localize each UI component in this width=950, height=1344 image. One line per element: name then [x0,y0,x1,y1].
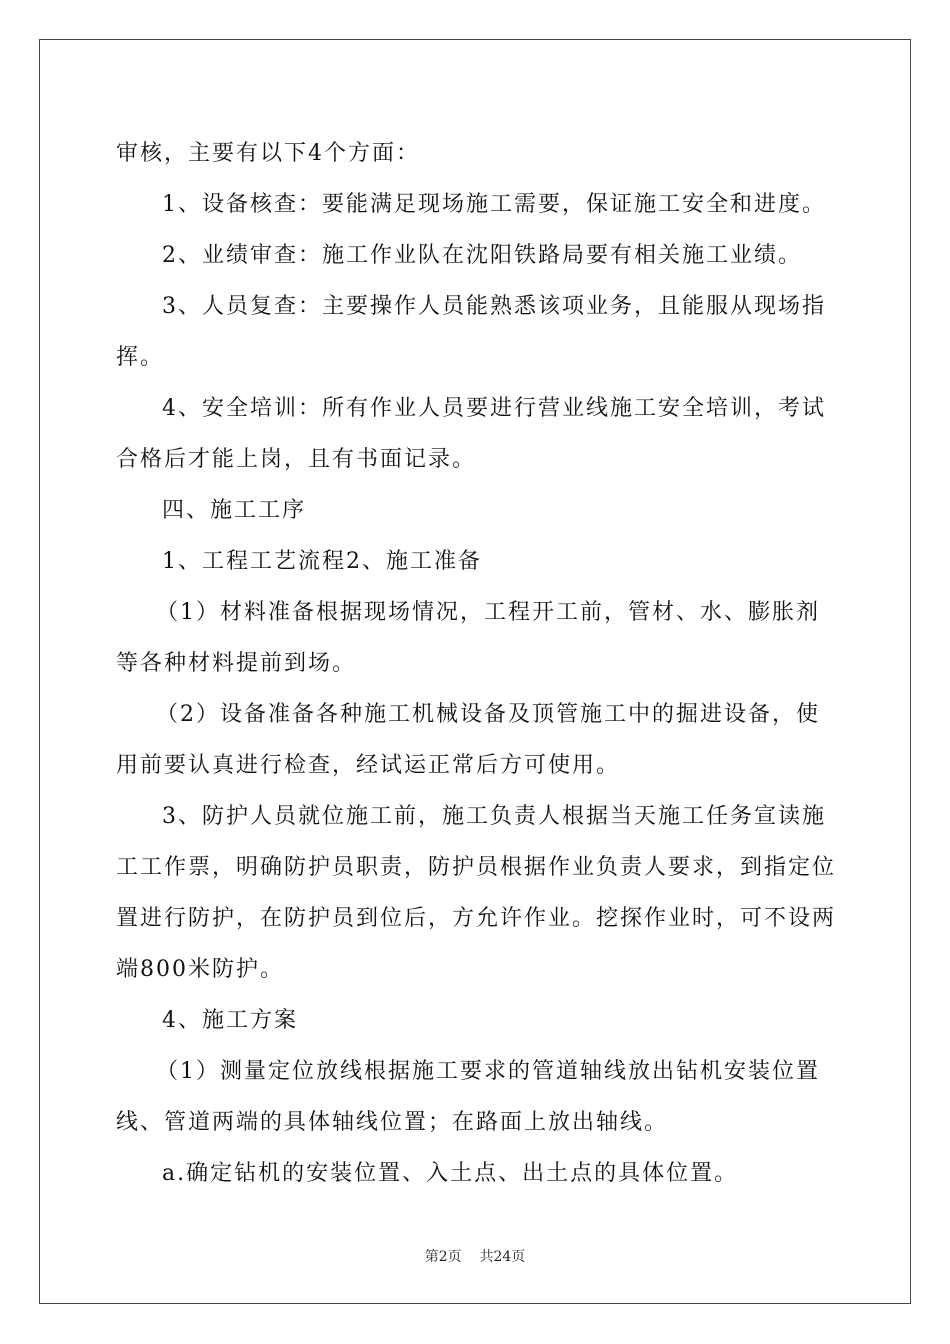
paragraph-line: 4、安全培训：所有作业人员要进行营业线施工安全培训，考试 [162,396,826,421]
paragraph-line: 1、工程工艺流程2、施工准备 [162,549,482,574]
paragraph-line: （1）材料准备根据现场情况，工程开工前，管材、水、膨胀剂 [156,600,820,625]
paragraph-line: 挥。 [116,345,165,370]
paragraph-line: 工工作票，明确防护员职责，防护员根据作业负责人要求，到指定位 [116,855,837,880]
page-footer [0,1246,950,1266]
paragraph-line: 3、人员复查：主要操作人员能熟悉该项业务，且能服从现场指 [162,294,826,319]
paragraph-line: 用前要认真进行检查，经试运正常后方可使用。 [116,753,621,778]
paragraph-line: 3、防护人员就位施工前，施工负责人根据当天施工任务宣读施 [162,804,826,829]
page-total: 共24页 [479,1249,526,1265]
paragraph-line: 置进行防护，在防护员到位后，方允许作业。挖探作业时，可不设两 [116,906,837,931]
paragraph-line: a.确定钻机的安装位置、入土点、出土点的具体位置。 [162,1161,739,1186]
paragraph-line: 合格后才能上岗，且有书面记录。 [116,447,477,472]
paragraph-line: 2、业绩审查：施工作业队在沈阳铁路局要有相关施工业绩。 [162,243,802,268]
section-heading: 四、施工工序 [162,498,307,523]
paragraph-line: 端800米防护。 [116,957,284,982]
paragraph-line: （2）设备准备各种施工机械设备及顶管施工中的掘进设备，使 [156,702,820,727]
paragraph-line: 4、施工方案 [162,1008,298,1033]
paragraph-line: 1、设备核查：要能满足现场施工需要，保证施工安全和进度。 [162,192,826,217]
paragraph-line: 线、管道两端的具体轴线位置；在路面上放出轴线。 [116,1110,669,1135]
paragraph-line: 等各种材料提前到场。 [116,651,357,676]
page-number: 第2页 [424,1249,462,1265]
document-body [116,128,836,1199]
paragraph-line: （1）测量定位放线根据施工要求的管道轴线放出钻机安装位置 [156,1059,820,1084]
paragraph-line: 审核，主要有以下4个方面： [116,141,420,166]
